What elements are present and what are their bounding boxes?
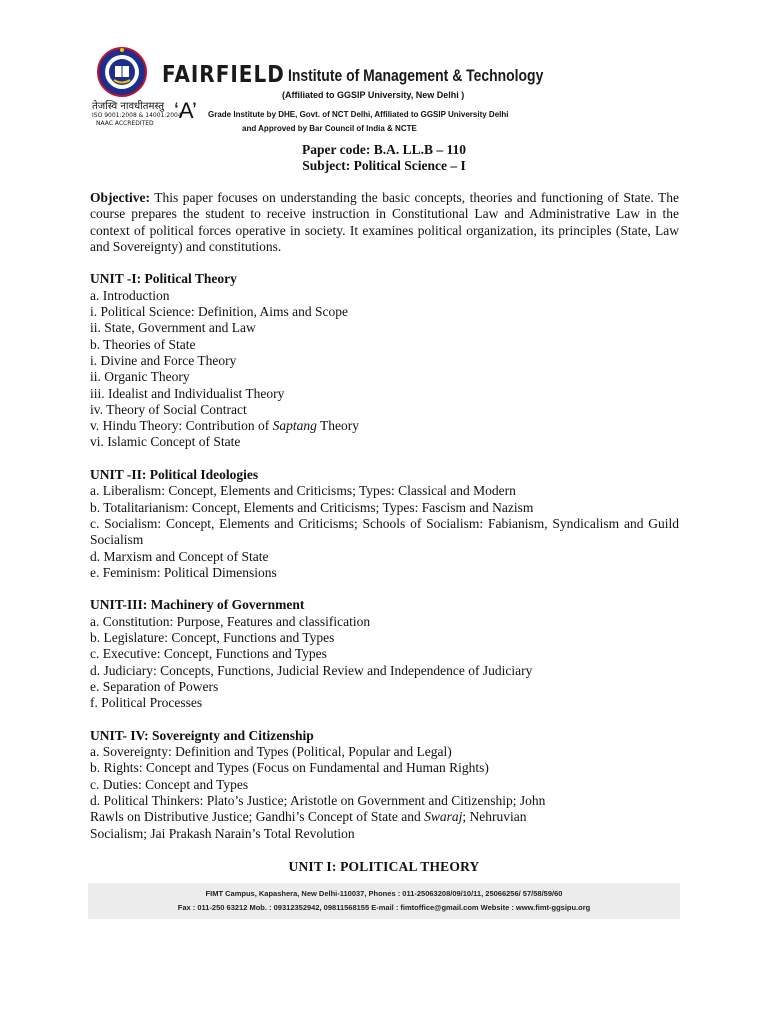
swaraj-term: Swaraj (424, 809, 463, 825)
list-item: d. Marxism and Concept of State (90, 548, 269, 564)
institute-logo-icon (96, 46, 148, 98)
list-item: c. Socialism: Concept, Elements and Criticisms; Schools of Socialism: Fabianism, Syndicalism and Guild Socialism (90, 515, 679, 548)
grade-mark: ‘A’ (174, 98, 197, 123)
affiliation-text: (Affiliated to GGSIP University, New Delhi ) (282, 90, 465, 100)
list-item: iii. Idealist and Individualist Theory (90, 385, 285, 401)
paper-code: Paper code: B.A. LL.B – 110 (301, 142, 466, 157)
saptang-term: Saptang (272, 418, 317, 434)
list-item: vi. Islamic Concept of State (90, 434, 241, 450)
naac-accreditation: NAAC ACCREDITED (96, 120, 154, 127)
list-item: a. Introduction (90, 287, 170, 303)
list-item-continuation: Rawls on Distributive Justice; Gandhi’s Concept of State and Swaraj; Nehruvian (90, 809, 527, 825)
unit-1 (90, 271, 679, 450)
list-item: i. Divine and Force Theory (90, 352, 237, 368)
list-item-continuation: Socialism; Jai Prakash Narain’s Total Revolution (90, 825, 355, 841)
footer-address: FIMT Campus, Kapashera, New Delhi-110037, Phones : 011-25063208/09/10/11, 25066256/ 57/58/59/60 (205, 889, 563, 898)
footer-contact: Fax : 011-250 63212 Mob. : 09312352942, 09811568155 E-mail : fimtoffice@gmail.com Website : www.fimt-ggsipu.org (177, 903, 591, 912)
list-item: c. Executive: Concept, Functions and Types (90, 646, 327, 662)
institute-footer (88, 883, 680, 919)
unit-title: UNIT -I: Political Theory (90, 271, 237, 287)
list-item: b. Legislature: Concept, Functions and Types (90, 630, 335, 646)
list-item: e. Separation of Powers (90, 678, 219, 694)
list-item: d. Political Thinkers: Plato’s Justice; Aristotle on Government and Citizenship; John (90, 792, 546, 808)
list-item: e. Feminism: Political Dimensions (90, 564, 277, 580)
institute-subtitle: Institute of Management & Technology (287, 66, 544, 85)
list-item: ii. Organic Theory (90, 369, 190, 385)
list-item: ii. State, Government and Law (90, 320, 256, 336)
list-item: b. Totalitarianism: Concept, Elements and Criticisms; Types: Fascism and Nazism (90, 499, 534, 515)
list-item: iv. Theory of Social Contract (90, 401, 247, 417)
objective-label: Objective: (90, 190, 150, 205)
unit-2 (90, 467, 679, 581)
objective-text: This paper focuses on understanding the basic concepts, theories and functioning of State. The course prepares the student to receive instruction in Constitutional Law and Administrative Law in the context of political forces operative in society. It examines political organization, its principles (State, Law and Sovereignty) and constitutions. (90, 190, 679, 254)
institute-brand: FAIRFIELD (162, 60, 285, 88)
objective-paragraph (90, 190, 679, 255)
unit-4 (90, 728, 679, 842)
grade-text: Grade Institute by DHE, Govt. of NCT Delhi, Affiliated to GGSIP University Delhi (208, 110, 509, 119)
list-item: f. Political Processes (90, 695, 203, 711)
unit-title: UNIT -II: Political Ideologies (90, 467, 259, 483)
institute-header (90, 40, 680, 135)
approval-text: and Approved by Bar Council of India & NCTE (242, 124, 417, 133)
list-item: v. Hindu Theory: Contribution of Saptang Theory (90, 418, 360, 434)
list-item: a. Sovereignty: Definition and Types (Political, Popular and Legal) (90, 744, 452, 760)
unit-3 (90, 597, 679, 711)
list-item: a. Liberalism: Concept, Elements and Criticisms; Types: Classical and Modern (90, 483, 516, 499)
list-item: d. Judiciary: Concepts, Functions, Judicial Review and Independence of Judiciary (90, 662, 533, 678)
list-item: b. Theories of State (90, 336, 196, 352)
list-item: b. Rights: Concept and Types (Focus on Fundamental and Human Rights) (90, 760, 489, 776)
institute-name (162, 62, 599, 86)
paper-subject: Subject: Political Science – I (302, 158, 466, 173)
unit-title: UNIT- IV: Sovereignty and Citizenship (90, 727, 314, 743)
section-heading: UNIT I: POLITICAL THEORY (288, 859, 480, 874)
list-item: c. Duties: Concept and Types (90, 776, 249, 792)
institute-motto: तेजस्वि नावधीतमस्तु (92, 101, 165, 112)
syllabus-content (90, 190, 679, 858)
unit-title: UNIT-III: Machinery of Government (90, 597, 305, 613)
list-item: a. Constitution: Purpose, Features and classification (90, 613, 371, 629)
iso-certification: ISO 9001:2008 & 14001:2004 (92, 112, 182, 119)
grade-letter: A (178, 98, 192, 123)
list-item: i. Political Science: Definition, Aims and Scope (90, 304, 348, 320)
